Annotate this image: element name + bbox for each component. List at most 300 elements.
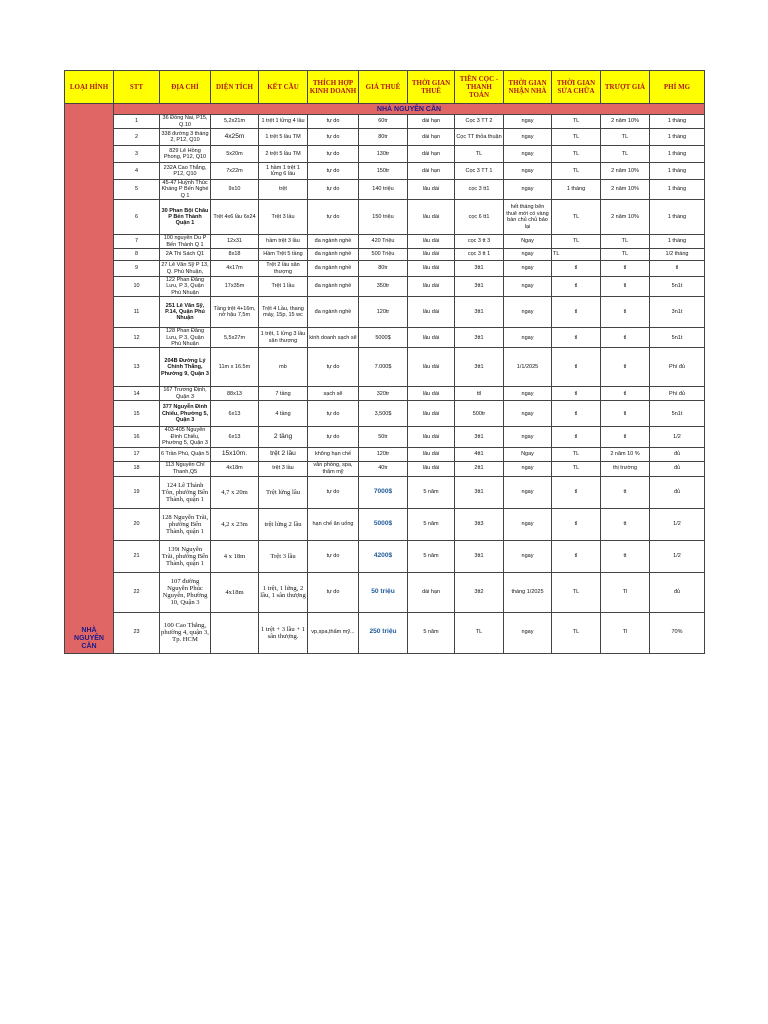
cell-escalation[interactable]: TL — [601, 249, 650, 261]
cell-business[interactable]: đa ngành nghề — [308, 297, 359, 328]
cell-handover[interactable]: hết tháng bên thuê mới có vàng bàn chủ chủ bảo lại — [504, 200, 552, 235]
cell-term[interactable]: 5 năm — [408, 540, 455, 572]
cell-business[interactable]: tự do — [308, 146, 359, 163]
cell-price[interactable]: 140 triệu — [359, 180, 408, 200]
cell-escalation[interactable]: tt — [601, 508, 650, 540]
cell-escalation[interactable]: TL — [601, 146, 650, 163]
cell-stt[interactable]: 14 — [114, 387, 160, 401]
cell-price[interactable]: 4200$ — [359, 540, 408, 572]
cell-term[interactable]: lâu dài — [408, 461, 455, 476]
cell-repair[interactable]: tl — [552, 401, 601, 427]
cell-repair[interactable]: TL — [552, 129, 601, 146]
cell-term[interactable]: lâu dài — [408, 261, 455, 277]
cell-repair[interactable]: tl — [552, 476, 601, 508]
cell-fee[interactable]: đủ — [650, 461, 705, 476]
cell-structure[interactable]: 1 trệt, 1 lửng, 2 lầu, 1 sân thượng — [259, 572, 308, 612]
cell-escalation[interactable]: tl — [601, 297, 650, 328]
cell-term[interactable]: lâu dài — [408, 249, 455, 261]
cell-business[interactable]: tự do — [308, 572, 359, 612]
cell-escalation[interactable]: tl — [601, 387, 650, 401]
cell-price[interactable]: 320tr — [359, 387, 408, 401]
cell-stt[interactable]: 17 — [114, 447, 160, 461]
cell-address[interactable]: 139i Nguyễn Trãi, phường Bến Thành, quận 1 — [160, 540, 211, 572]
cell-fee[interactable]: 1/2 — [650, 508, 705, 540]
cell-term[interactable]: lâu dài — [408, 235, 455, 249]
cell-structure[interactable]: 2 tầng — [259, 427, 308, 447]
cell-escalation[interactable]: 2 năm 10% — [601, 200, 650, 235]
cell-handover[interactable]: ngay — [504, 387, 552, 401]
cell-structure[interactable]: mb — [259, 348, 308, 387]
cell-repair[interactable]: TL — [552, 115, 601, 129]
cell-term[interactable]: lâu dài — [408, 427, 455, 447]
col-header-address[interactable]: ĐỊA CHỈ — [160, 71, 211, 104]
cell-escalation[interactable]: 2 năm 10% — [601, 163, 650, 180]
cell-escalation[interactable]: tt — [601, 476, 650, 508]
cell-area[interactable]: 12x31 — [211, 235, 259, 249]
cell-address[interactable]: 100 Cao Thắng, phường 4, quận 3, Tp. HCM — [160, 612, 211, 653]
cell-business[interactable]: vp,spa,thẩm mỹ... — [308, 612, 359, 653]
cell-handover[interactable]: ngay — [504, 261, 552, 277]
cell-address[interactable]: 2A Thi Sách Q1 — [160, 249, 211, 261]
cell-repair[interactable]: 1 tháng — [552, 180, 601, 200]
listing-table — [64, 70, 705, 654]
cell-handover[interactable]: Ngay — [504, 447, 552, 461]
cell-address[interactable]: 338 đường 3 tháng 2, P12, Q10 — [160, 129, 211, 146]
cell-structure[interactable]: Trệt lửng lầu — [259, 476, 308, 508]
cell-fee[interactable]: đủ — [650, 447, 705, 461]
cell-business[interactable]: tự do — [308, 163, 359, 180]
cell-fee[interactable]: 1 tháng — [650, 115, 705, 129]
cell-area[interactable]: 4,2 x 23m — [211, 508, 259, 540]
cell-price[interactable]: 150tr — [359, 163, 408, 180]
cell-business[interactable]: tự do — [308, 476, 359, 508]
cell-area[interactable]: 6x13 — [211, 427, 259, 447]
cell-stt[interactable]: 2 — [114, 129, 160, 146]
col-header-business[interactable]: THÍCH HỢP KINH DOANH — [308, 71, 359, 104]
cell-escalation[interactable]: 2 năm 10% — [601, 180, 650, 200]
cell-address[interactable]: 36 Đồng Nai, P15, Q.10 — [160, 115, 211, 129]
cell-deposit[interactable]: 4tt1 — [455, 447, 504, 461]
cell-escalation[interactable]: TL — [601, 129, 650, 146]
cell-fee[interactable]: 5n1t — [650, 277, 705, 297]
cell-price[interactable]: 50tr — [359, 427, 408, 447]
cell-repair[interactable]: TL — [552, 249, 601, 261]
cell-business[interactable]: tự do — [308, 129, 359, 146]
cell-handover[interactable]: Ngay — [504, 235, 552, 249]
cell-business[interactable]: sạch sẽ — [308, 387, 359, 401]
cell-address[interactable]: 403-405 Nguyễn Đình Chiểu, Phường 5, Quận 3 — [160, 427, 211, 447]
col-header-area[interactable]: DIỆN TÍCH — [211, 71, 259, 104]
cell-fee[interactable]: 70% — [650, 612, 705, 653]
cell-price[interactable]: 5000$ — [359, 328, 408, 348]
cell-handover[interactable]: ngay — [504, 277, 552, 297]
cell-business[interactable]: tự do — [308, 115, 359, 129]
cell-area[interactable]: 4x18m — [211, 572, 259, 612]
cell-fee[interactable]: 5n1t — [650, 401, 705, 427]
cell-area[interactable]: 4x17m — [211, 261, 259, 277]
cell-fee[interactable]: Phí đủ — [650, 387, 705, 401]
section-row — [65, 104, 705, 115]
cell-business[interactable]: hạn chế ăn uống — [308, 508, 359, 540]
cell-deposit[interactable]: 3tt1 — [455, 297, 504, 328]
cell-address[interactable]: 45-47 Huỳnh Thúc Kháng P Bến Nghé Q 1 — [161, 180, 209, 199]
cell-price[interactable]: 420 Triệu — [359, 235, 408, 249]
cell-handover[interactable]: ngay — [504, 508, 552, 540]
cell-fee[interactable]: 3n1t — [650, 297, 705, 328]
cell-business[interactable]: tự do — [308, 348, 359, 387]
cell-price[interactable]: 80tr — [359, 129, 408, 146]
cell-price[interactable]: 120tr — [359, 447, 408, 461]
cell-structure[interactable]: 4 tầng — [259, 401, 308, 427]
cell-stt[interactable]: 21 — [114, 540, 160, 572]
cell-area[interactable]: 4 x 18m — [211, 540, 259, 572]
cell-handover[interactable]: ngay — [504, 540, 552, 572]
table-row — [65, 297, 705, 328]
cell-handover[interactable]: ngay — [504, 427, 552, 447]
cell-term[interactable]: lâu dài — [408, 387, 455, 401]
cell-deposit[interactable]: 3tt1 — [455, 476, 504, 508]
cell-business[interactable]: tự do — [308, 401, 359, 427]
cell-business[interactable]: đa ngành nghề — [308, 235, 359, 249]
cell-price[interactable]: 40tr — [359, 461, 408, 476]
cell-escalation[interactable]: Tl — [601, 572, 650, 612]
cell-term[interactable]: lâu dài — [408, 401, 455, 427]
cell-address[interactable]: 100 nguyễn Du P Bến Thành Q 1 — [160, 235, 211, 249]
cell-area[interactable]: 5,5x27m — [211, 328, 259, 348]
cell-term[interactable]: lâu dài — [408, 328, 455, 348]
cell-term[interactable]: dài hạn — [408, 115, 455, 129]
cell-business[interactable]: tự do — [308, 540, 359, 572]
cell-term[interactable]: dài hạn — [408, 163, 455, 180]
cell-term[interactable]: 5 năm — [408, 612, 455, 653]
cell-structure[interactable]: 2 trệt 5 lầu TM — [259, 146, 308, 163]
cell-term[interactable]: dài hạn — [408, 572, 455, 612]
cell-repair[interactable]: TL — [552, 447, 601, 461]
cell-stt[interactable]: 5 — [114, 180, 160, 200]
cell-address[interactable]: 232A Cao Thắng, P12, Q10 — [160, 163, 211, 180]
cell-repair[interactable]: tl — [552, 297, 601, 328]
cell-deposit[interactable]: 3tt3 — [455, 508, 504, 540]
col-header-repair[interactable]: THỜI GIAN SỬA CHỮA — [552, 71, 601, 104]
cell-escalation[interactable]: tt — [601, 540, 650, 572]
cell-structure[interactable]: Trệt 2 lầu sân thượng — [259, 261, 308, 277]
cell-price[interactable]: 7000$ — [359, 476, 408, 508]
cell-handover[interactable]: ngay — [504, 297, 552, 328]
cell-handover[interactable]: ngay — [504, 115, 552, 129]
cell-stt[interactable]: 12 — [114, 328, 160, 348]
cell-repair[interactable]: tl — [552, 261, 601, 277]
cell-deposit[interactable]: cọc 3 tt1 — [455, 180, 504, 200]
cell-term[interactable]: lâu dài — [408, 180, 455, 200]
cell-deposit[interactable]: Cọc 3 TT 2 — [455, 115, 504, 129]
cell-fee[interactable]: đủ — [650, 476, 705, 508]
cell-price[interactable]: 7.000$ — [359, 348, 408, 387]
cell-handover[interactable]: 1/1/2025 — [504, 348, 552, 387]
cell-area[interactable]: 4x25m — [211, 129, 259, 146]
cell-area[interactable]: 9x10 — [211, 180, 259, 200]
cell-deposit[interactable]: 3tt1 — [455, 540, 504, 572]
col-header-escalation[interactable]: TRƯỢT GIÁ — [601, 71, 650, 104]
cell-fee[interactable]: Phí đủ — [650, 348, 705, 387]
cell-area[interactable]: 7x22m — [211, 163, 259, 180]
cell-repair[interactable]: TL — [552, 572, 601, 612]
cell-deposit[interactable]: cọc 3 tt 3 — [455, 235, 504, 249]
cell-escalation[interactable]: TL — [601, 235, 650, 249]
cell-structure[interactable]: 1 trệt, 1 lửng 3 lầu sân thượng — [259, 328, 308, 348]
cell-fee[interactable]: 1/2 — [650, 540, 705, 572]
cell-stt[interactable]: 3 — [114, 146, 160, 163]
cell-deposit[interactable]: Cọc TT thỏa thuận — [455, 129, 504, 146]
cell-repair[interactable]: tl — [552, 328, 601, 348]
cell-deposit[interactable]: 3tt2 — [455, 572, 504, 612]
cell-deposit[interactable]: 3tt1 — [455, 328, 504, 348]
col-header-stt[interactable]: STT — [114, 71, 160, 104]
cell-address[interactable]: 122 Phan Đăng Lưu, P 3, Quận Phú Nhuận — [160, 277, 211, 297]
cell-stt[interactable]: 15 — [114, 401, 160, 427]
cell-deposit[interactable]: TL — [455, 146, 504, 163]
cell-address[interactable]: 204B Đường Lý Chính Thắng, Phường 9, Quận 3 — [160, 348, 211, 387]
cell-price[interactable]: 500 Triệu — [359, 249, 408, 261]
cell-area[interactable]: 8x18 — [211, 249, 259, 261]
cell-address[interactable]: 829 Lê Hồng Phong, P12, Q10 — [160, 146, 211, 163]
table-row — [65, 540, 705, 572]
cell-deposit[interactable]: Cọc 3 TT 1 — [455, 163, 504, 180]
cell-handover[interactable]: ngay — [504, 129, 552, 146]
cell-price[interactable]: 350tr — [359, 277, 408, 297]
cell-deposit[interactable]: 3tt1 — [455, 261, 504, 277]
cell-structure[interactable]: Trệt 1 lầu — [259, 277, 308, 297]
cell-stt[interactable]: 11 — [114, 297, 160, 328]
cell-business[interactable]: không hạn chế — [308, 447, 359, 461]
cell-term[interactable]: lâu dài — [408, 297, 455, 328]
cell-escalation[interactable]: Tl — [601, 612, 650, 653]
cell-repair[interactable]: TL — [552, 612, 601, 653]
cell-term[interactable]: lâu dài — [408, 348, 455, 387]
cell-handover[interactable]: ngay — [504, 612, 552, 653]
cell-price[interactable]: 250 triệu — [359, 612, 408, 653]
cell-area[interactable]: 5,2x21m — [211, 115, 259, 129]
cell-price[interactable]: 5000$ — [359, 508, 408, 540]
cell-handover[interactable]: ngay — [504, 328, 552, 348]
cell-deposit[interactable]: 3tt1 — [455, 427, 504, 447]
cell-handover[interactable]: ngay — [504, 163, 552, 180]
cell-escalation[interactable]: tl — [601, 401, 650, 427]
cell-structure[interactable]: trệt 2 lầu — [259, 447, 308, 461]
cell-stt[interactable]: 16 — [114, 427, 160, 447]
cell-structure[interactable]: 7 tầng — [259, 387, 308, 401]
cell-repair[interactable]: TL — [552, 461, 601, 476]
cell-fee[interactable]: 1 tháng — [650, 163, 705, 180]
cell-deposit[interactable]: 3tt1 — [455, 348, 504, 387]
cell-fee[interactable]: 1 tháng — [650, 129, 705, 146]
cell-deposit[interactable]: 500tr — [455, 401, 504, 427]
cell-business[interactable]: đa ngành nghề — [308, 277, 359, 297]
cell-area[interactable]: 88x13 — [211, 387, 259, 401]
cell-fee[interactable]: 5n1t — [650, 328, 705, 348]
cell-price[interactable]: 120tr — [359, 297, 408, 328]
cell-repair[interactable]: tl — [552, 277, 601, 297]
cell-repair[interactable]: TL — [552, 200, 601, 235]
cell-term[interactable]: lâu dài — [408, 447, 455, 461]
cell-escalation[interactable]: 2 năm 10% — [601, 115, 650, 129]
cell-repair[interactable]: tl — [552, 508, 601, 540]
cell-term[interactable]: lâu dài — [408, 200, 455, 235]
cell-price[interactable]: 150 triệu — [359, 200, 408, 235]
table-row — [65, 129, 705, 146]
cell-escalation[interactable]: tl — [601, 277, 650, 297]
cell-stt[interactable]: 20 — [114, 508, 160, 540]
cell-business[interactable]: đa ngành nghề — [308, 261, 359, 277]
cell-fee[interactable]: đủ — [650, 572, 705, 612]
cell-deposit[interactable]: cọc 3 tt 1 — [455, 249, 504, 261]
cell-fee[interactable]: 1/2 tháng — [650, 249, 705, 261]
cell-structure[interactable]: 1 trệt + 3 lầu + 1 sân thượng. — [259, 612, 308, 653]
table-row — [65, 163, 705, 180]
cell-structure[interactable]: Hầm Trệt 5 tầng — [259, 249, 308, 261]
cell-deposit[interactable]: 2tt1 — [455, 461, 504, 476]
cell-business[interactable]: tự do — [308, 180, 359, 200]
cell-deposit[interactable]: TL — [455, 612, 504, 653]
cell-handover[interactable]: ngay — [504, 401, 552, 427]
cell-structure[interactable]: trệt lửng 2 lầu — [259, 508, 308, 540]
cell-area[interactable] — [211, 612, 259, 653]
cell-escalation[interactable]: tl — [601, 348, 650, 387]
cell-fee[interactable]: 1 tháng — [650, 200, 705, 235]
cell-address[interactable]: 6 Trần Phú, Quận 5 — [160, 447, 211, 461]
cell-structure[interactable]: Trệt 4 Lầu, thang máy, 15p, 15 wc — [259, 297, 308, 328]
cell-area[interactable]: 15x10m. — [211, 447, 259, 461]
cell-stt[interactable]: 1 — [114, 115, 160, 129]
cell-fee[interactable]: tl — [650, 261, 705, 277]
cell-stt[interactable]: 9 — [114, 261, 160, 277]
cell-stt[interactable]: 6 — [114, 200, 160, 235]
cell-price[interactable]: 50 triệu — [359, 572, 408, 612]
cell-escalation[interactable]: tl — [601, 261, 650, 277]
cell-repair[interactable]: tl — [552, 427, 601, 447]
cell-business[interactable]: kinh doanh sạch sẽ — [308, 328, 359, 348]
cell-handover[interactable]: ngay — [504, 180, 552, 200]
cell-fee[interactable]: 1 tháng — [650, 180, 705, 200]
cell-structure[interactable]: 1 hầm 1 trệt 1 lửng 6 lầu — [259, 163, 308, 180]
cell-repair[interactable]: TL — [552, 146, 601, 163]
cell-stt[interactable]: 7 — [114, 235, 160, 249]
cell-escalation[interactable]: thị trường — [601, 461, 650, 476]
cell-address[interactable]: 128 Phan Đăng Lưu, P 3, Quận Phú Nhuận — [160, 328, 211, 348]
cell-handover[interactable]: tháng 1/2025 — [504, 572, 552, 612]
cell-handover[interactable]: ngay — [504, 249, 552, 261]
cell-area[interactable]: 5x20m — [211, 146, 259, 163]
cell-repair[interactable]: TL — [552, 163, 601, 180]
cell-price[interactable]: 130tr — [359, 146, 408, 163]
cell-fee[interactable]: 1 tháng — [650, 146, 705, 163]
cell-stt[interactable]: 22 — [114, 572, 160, 612]
cell-deposit[interactable]: 3tt1 — [455, 277, 504, 297]
cell-escalation[interactable]: tl — [601, 328, 650, 348]
table-row — [65, 277, 705, 297]
cell-address[interactable]: 377 Nguyễn Đình Chiểu, Phường 5, Quận 3 — [160, 401, 211, 427]
cell-structure[interactable]: Trệt 3 lầu — [259, 200, 308, 235]
cell-deposit[interactable]: ttl — [455, 387, 504, 401]
cell-business[interactable]: tự do — [308, 200, 359, 235]
col-header-term[interactable]: THỜI GIAN THUÊ — [408, 71, 455, 104]
cell-area[interactable]: Tầng trệt 4+16m, nở hậu 7,5m — [211, 297, 259, 328]
col-header-type[interactable]: LOẠI HÌNH — [65, 71, 114, 104]
cell-area[interactable]: 4,7 x 20m — [211, 476, 259, 508]
cell-handover[interactable]: ngay — [504, 146, 552, 163]
cell-escalation[interactable]: tl — [601, 427, 650, 447]
cell-structure[interactable]: 1 trệt 5 lầu TM — [259, 129, 308, 146]
cell-repair[interactable]: tl — [552, 540, 601, 572]
cell-price[interactable]: 80tr — [359, 261, 408, 277]
cell-stt[interactable]: 13 — [114, 348, 160, 387]
cell-address[interactable]: 107 đường Nguyễn Phúc Nguyên, Phường 10, Quận 3 — [160, 572, 211, 612]
cell-area[interactable]: 4x18m — [211, 461, 259, 476]
cell-business[interactable]: văn phòng, spa, thẩm mỹ — [308, 461, 359, 476]
cell-deposit[interactable]: cọc 6 tt1 — [455, 200, 504, 235]
cell-stt[interactable]: 8 — [114, 249, 160, 261]
cell-area[interactable]: Trệt 4x6 lầu 6x24 — [211, 200, 259, 235]
cell-escalation[interactable]: 2 năm 10 % — [601, 447, 650, 461]
cell-business[interactable]: tự do — [308, 427, 359, 447]
cell-term[interactable]: lâu dài — [408, 277, 455, 297]
col-header-price[interactable]: GIÁ THUÊ — [359, 71, 408, 104]
cell-area[interactable]: 6x13 — [211, 401, 259, 427]
cell-stt[interactable]: 10 — [114, 277, 160, 297]
cell-structure[interactable]: trệt — [259, 180, 308, 200]
cell-structure[interactable]: Trệt 3 lầu — [259, 540, 308, 572]
cell-repair[interactable]: TL — [552, 235, 601, 249]
cell-stt[interactable]: 23 — [114, 612, 160, 653]
cell-address[interactable]: 128 Nguyễn Trãi, phường Bến Thành, quận 1 — [160, 508, 211, 540]
cell-address[interactable]: 167 Trương Định, Quận 3 — [160, 387, 211, 401]
spreadsheet — [64, 70, 705, 654]
cell-repair[interactable]: tl — [552, 387, 601, 401]
cell-term[interactable]: dài hạn — [408, 146, 455, 163]
cell-structure[interactable]: 1 trệt 1 lửng 4 lầu — [259, 115, 308, 129]
cell-term[interactable]: dài hạn — [408, 129, 455, 146]
col-header-fee[interactable]: PHÍ MG — [650, 71, 705, 104]
cell-fee[interactable]: 1/2 — [650, 427, 705, 447]
section-title[interactable]: NHÀ NGUYÊN CĂN — [114, 104, 705, 115]
cell-structure[interactable]: trệt 3 lầu — [259, 461, 308, 476]
cell-term[interactable]: 5 năm — [408, 508, 455, 540]
cell-fee[interactable]: 1 tháng — [650, 235, 705, 249]
col-header-handover[interactable]: THỜI GIAN NHẬN NHÀ — [504, 71, 552, 104]
cell-price[interactable]: 3,500$ — [359, 401, 408, 427]
cell-area[interactable]: 17x35m — [211, 277, 259, 297]
type-cell[interactable]: NHÀ NGUYÊN CĂN — [65, 104, 114, 654]
cell-address[interactable]: 30 Phan Bội Châu P Bến Thành Quận 1 — [160, 200, 211, 235]
cell-term[interactable]: 5 năm — [408, 476, 455, 508]
cell-price[interactable]: 60tr — [359, 115, 408, 129]
cell-stt[interactable]: 19 — [114, 476, 160, 508]
cell-handover[interactable]: ngay — [504, 461, 552, 476]
cell-area[interactable]: 11m x 16.5m — [211, 348, 259, 387]
cell-stt[interactable]: 18 — [114, 461, 160, 476]
table-row — [65, 348, 705, 387]
col-header-structure[interactable]: KẾT CẦU — [259, 71, 308, 104]
cell-address[interactable]: 124 Lê Thánh Tôn, phường Bến Thành, quận 1 — [160, 476, 211, 508]
cell-handover[interactable]: ngay — [504, 476, 552, 508]
cell-address[interactable]: 251 Lê Văn Sỹ, P.14, Quận Phú Nhuận — [160, 297, 211, 328]
cell-address[interactable]: 27 Lê Văn Sỹ P 13, Q. Phú Nhuận, — [161, 262, 209, 275]
cell-address[interactable]: 113 Nguyễn Chí Thanh,Q5 — [160, 461, 211, 476]
cell-repair[interactable]: tl — [552, 348, 601, 387]
cell-structure[interactable]: hầm trệt 3 lầu — [259, 235, 308, 249]
col-header-deposit[interactable]: TIỀN CỌC - THANH TOÁN — [455, 71, 504, 104]
cell-business[interactable]: đa ngành nghề — [308, 249, 359, 261]
cell-stt[interactable]: 4 — [114, 163, 160, 180]
